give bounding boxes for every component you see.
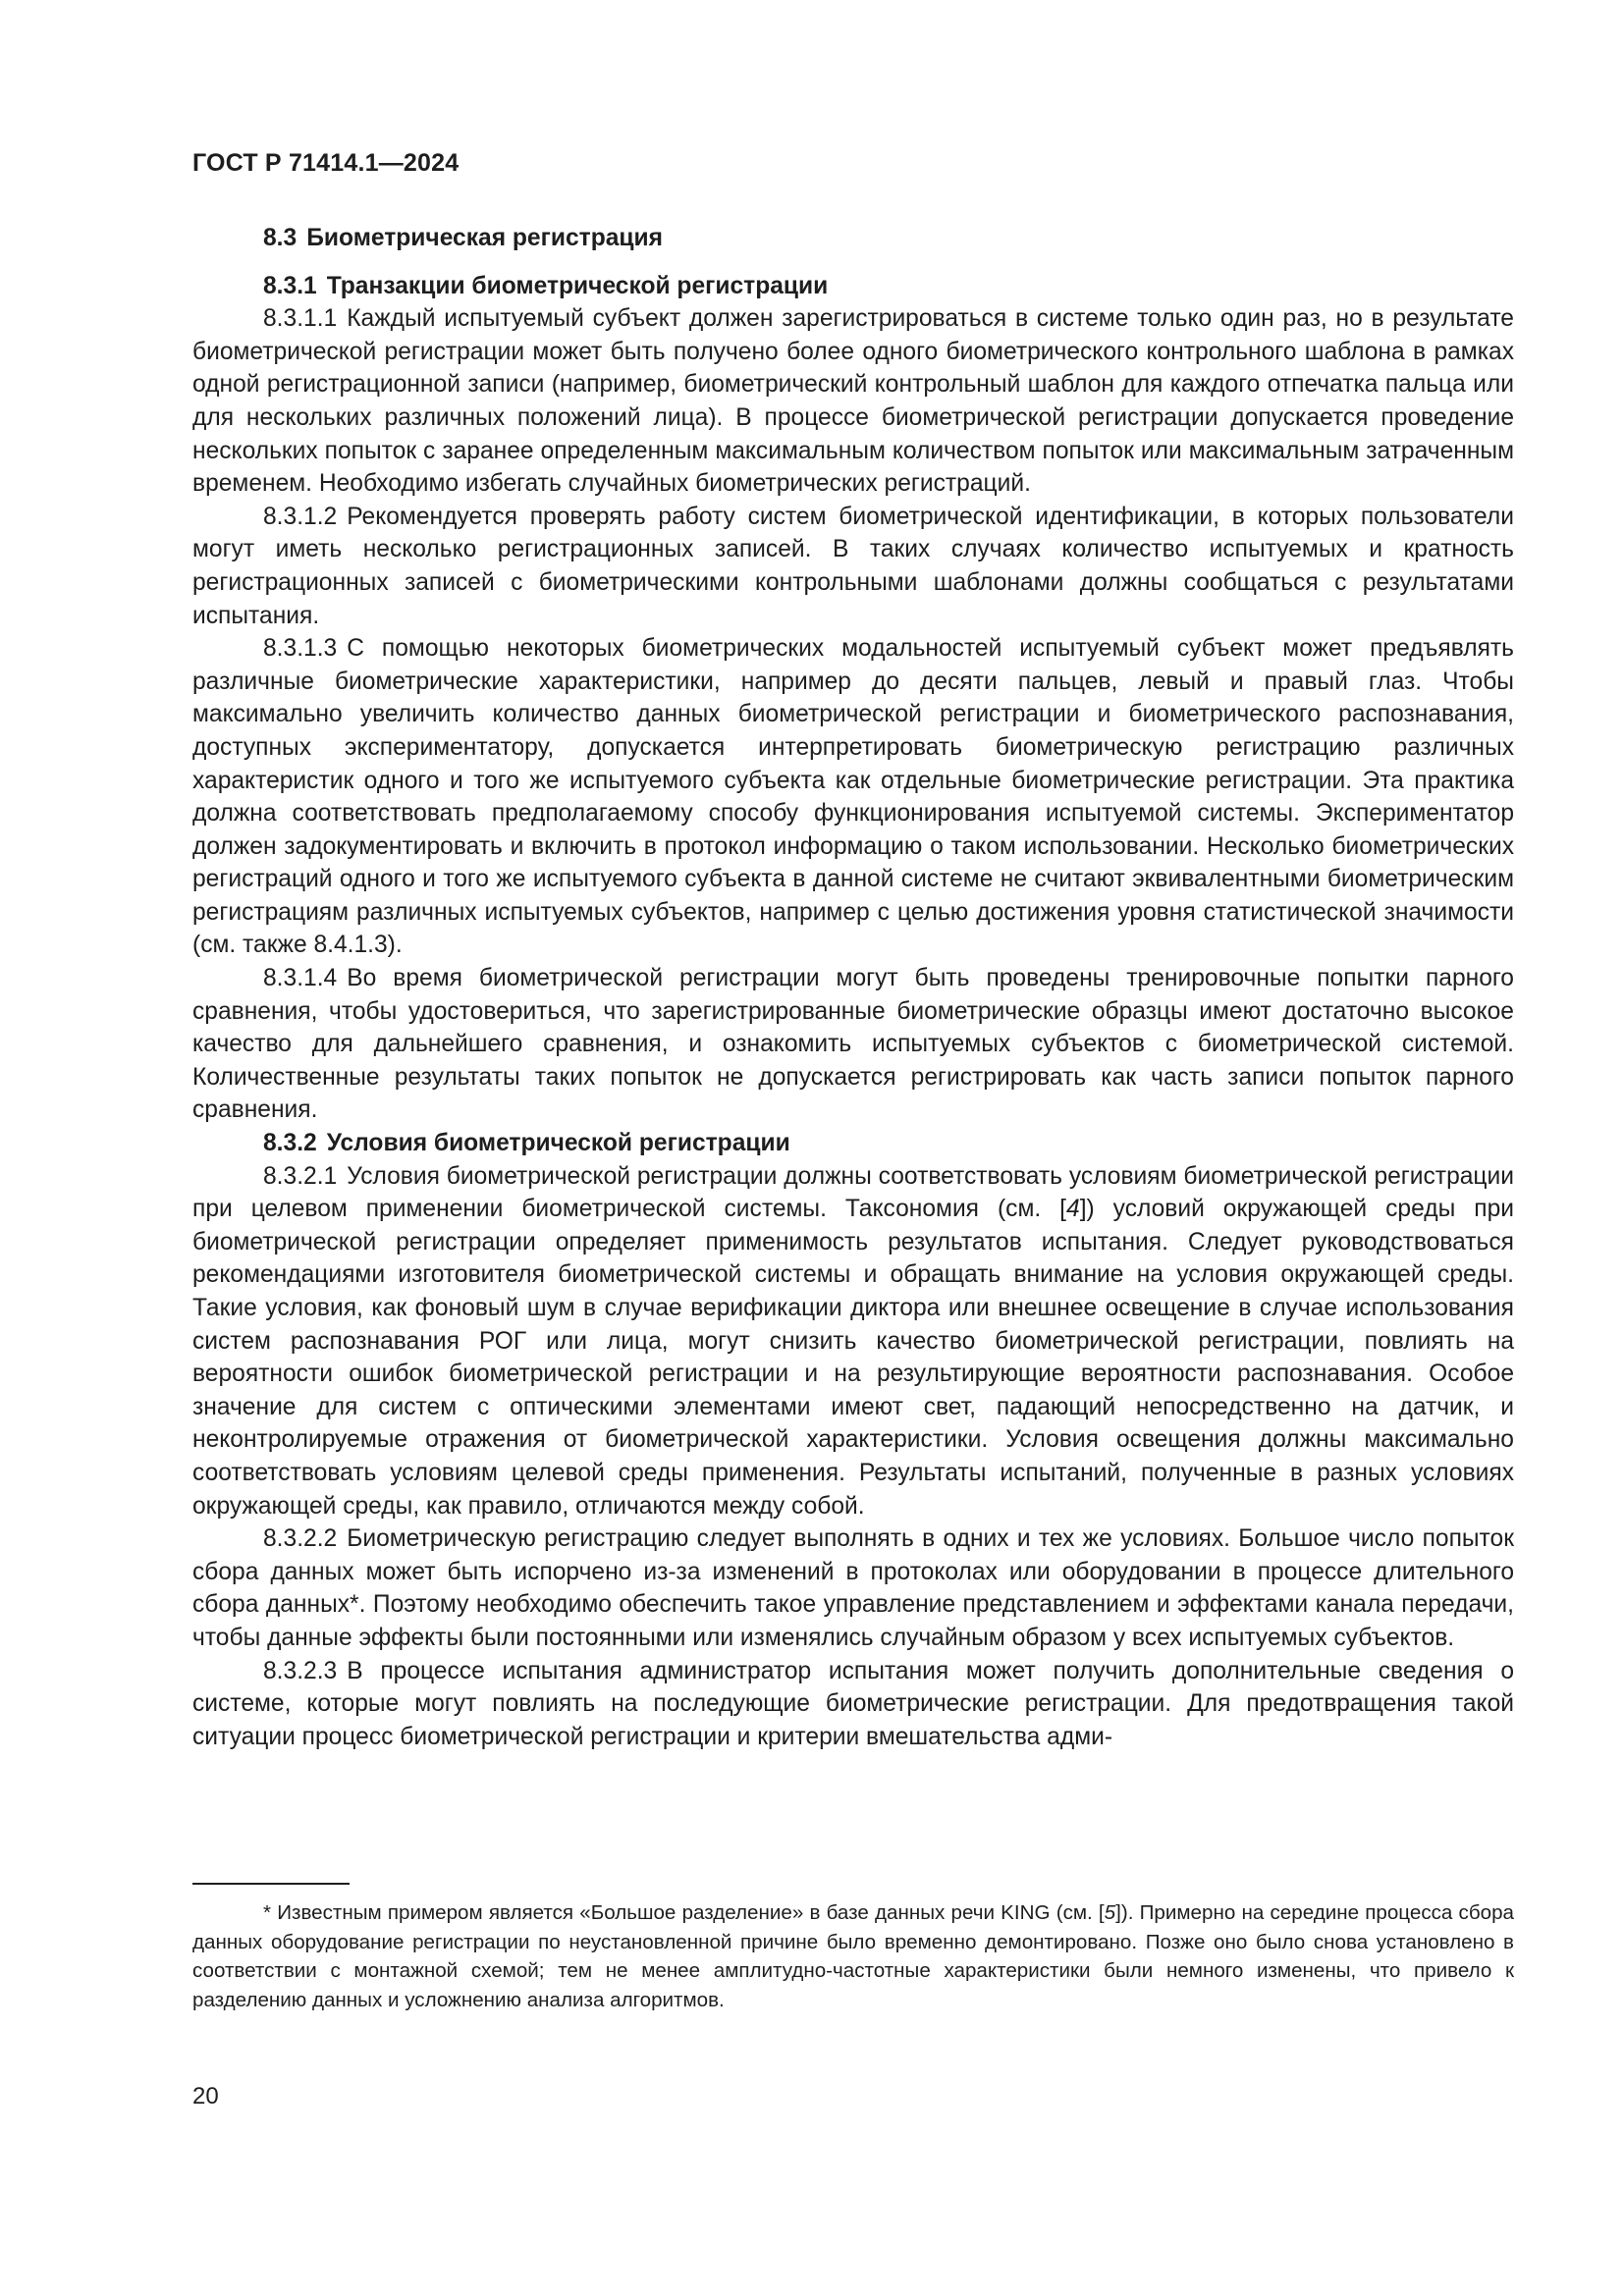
paragraph-text: В процессе испытания администратор испытания может получить дополнительные сведения о системе, которые могут повлиять на последующие биометрические регистрации. Для предотвращения такой ситуации процесс биометрической регистрации и критерии вмешательства адми- bbox=[192, 1657, 1514, 1750]
bibliography-reference: 5 bbox=[1104, 1901, 1116, 1924]
paragraph bbox=[192, 1160, 1514, 1523]
clause-number: 8.3.2.3 bbox=[263, 1657, 338, 1684]
subsection-number: 8.3.2 bbox=[263, 1130, 317, 1157]
paragraph-text: С помощью некоторых биометрических модальностей испытуемый субъект может предъявлять различные биометрические характеристики, например до десяти пальцев, левый и правый глаз. Чтобы максимально увеличить количество данных биометрической регистрации и биометрического распознавания, доступных экспериментатору, допускается интерпретировать биометрическую регистрацию различных характеристик одного и того же испытуемого субъекта как отдельные биометрические регистрации. Эта практика должна соответствовать предполагаемому способу функционирования испытуемой системы. Экспериментатор должен задокументировать и включить в протокол информацию о таком использовании. Несколько биометрических регистраций одного и того же испытуемого субъекта в данной системе не считают эквивалентными биометрическим регистрациям различных испытуемых субъектов, например с целью достижения уровня статистической значимости (см. также 8.4.1.3). bbox=[192, 635, 1514, 959]
subsection-heading bbox=[192, 1127, 1514, 1160]
subsection-number: 8.3.1 bbox=[263, 272, 317, 299]
page-number: 20 bbox=[192, 2083, 219, 2109]
document-header: ГОСТ Р 71414.1—2024 bbox=[192, 149, 460, 177]
paragraph bbox=[192, 302, 1514, 501]
footnote-text: * Известным примером является «Большое разделение» в базе данных речи KING (см. [ bbox=[263, 1901, 1105, 1924]
footnote bbox=[192, 1898, 1514, 2014]
paragraph bbox=[192, 1655, 1514, 1754]
paragraph-text: Во время биометрической регистрации могут быть проведены тренировочные попытки парного сравнения, чтобы удостовериться, что зарегистрированные биометрические образцы имеют достаточно высокое качество для дальнейшего сравнения, и ознакомить испытуемых субъектов с биометрической системой. Количественные результаты таких попыток не допускается регистрировать как часть записи попыток парного сравнения. bbox=[192, 965, 1514, 1124]
section-heading bbox=[192, 222, 1514, 255]
section-title: Биометрическая регистрация bbox=[306, 225, 663, 251]
main-content bbox=[192, 222, 1514, 1753]
section-number: 8.3 bbox=[263, 225, 298, 251]
paragraph-text: ]) условий окружающей среды при биометрической регистрации определяет применимость результатов испытания. Следует руководствоваться рекомендациями изготовителя биометрической системы и обращать внимание на условия окружающей среды. Такие условия, как фоновый шум в случае верификации диктора или внешнее освещение в случае использования систем распознавания РОГ или лица, могут снизить качество биометрической регистрации, повлиять на вероятности ошибок биометрической регистрации и на результирующие вероятности распознавания. Особое значение для систем с оптическими элементами имеют свет, падающий непосредственно на датчик, и неконтролируемые отражения от биометрической характеристики. Условия освещения должны максимально соответствовать условиям целевой среды применения. Результаты испытаний, полученные в разных условиях окружающей среды, как правило, отличаются между собой. bbox=[192, 1196, 1514, 1520]
paragraph bbox=[192, 962, 1514, 1127]
subsection-heading bbox=[192, 270, 1514, 303]
subsection-title: Транзакции биометрической регистрации bbox=[326, 272, 829, 299]
bibliography-reference: 4 bbox=[1066, 1196, 1080, 1223]
clause-number: 8.3.2.1 bbox=[263, 1162, 338, 1190]
clause-number: 8.3.2.2 bbox=[263, 1525, 338, 1553]
paragraph bbox=[192, 632, 1514, 962]
paragraph-text: Биометрическую регистрацию следует выполнять в одних и тех же условиях. Большое число попыток сбора данных может быть испорчено из-за изменений в протоколах или оборудовании в процессе длительного сбора данных*. Поэтому необходимо обеспечить такое управление представлением и эффектами канала передачи, чтобы данные эффекты были постоянными или изменялись случайным образом у всех испытуемых субъектов. bbox=[192, 1525, 1514, 1651]
clause-number: 8.3.1.2 bbox=[263, 503, 338, 530]
subsection-title: Условия биометрической регистрации bbox=[326, 1130, 790, 1157]
paragraph-text: Рекомендуется проверять работу систем биометрической идентификации, в которых пользователи могут иметь несколько регистрационных записей. В таких случаях количество испытуемых и кратность регистрационных записей с биометрическими контрольными шаблонами должны сообщаться с результатами испытания. bbox=[192, 503, 1514, 629]
paragraph-text: Условия биометрической регистрации должны соответствовать условиям биометрической регистрации при целевом применении биометрической системы. Таксономия (см. [ bbox=[192, 1162, 1514, 1223]
paragraph bbox=[192, 501, 1514, 632]
clause-number: 8.3.1.1 bbox=[263, 305, 338, 333]
paragraph-text: Каждый испытуемый субъект должен зарегистрироваться в системе только один раз, но в результате биометрической регистрации может быть получено более одного биометрического контрольного шаблона в рамках одной регистрационной записи (например, биометрический контрольный шаблон для каждого отпечатка пальца или для нескольких различных положений лица). В процессе биометрической регистрации допускается проведение нескольких попыток с заранее определенным максимальным количеством попыток или максимальным затраченным временем. Необходимо избегать случайных биометрических регистраций. bbox=[192, 305, 1514, 498]
footnote-separator bbox=[192, 1883, 350, 1885]
paragraph bbox=[192, 1522, 1514, 1654]
footnote-text: ]). Примерно на середине процесса сбора данных оборудование регистрации по неустановленной причине было временно демонтировано. Позже оно было снова установлено в соответствии с монтажной схемой; тем не менее амплитудно-частотные характеристики были немного изменены, что привело к разделению данных и усложнению анализа алгоритмов. bbox=[192, 1901, 1515, 2011]
clause-number: 8.3.1.4 bbox=[263, 965, 338, 992]
clause-number: 8.3.1.3 bbox=[263, 635, 338, 663]
